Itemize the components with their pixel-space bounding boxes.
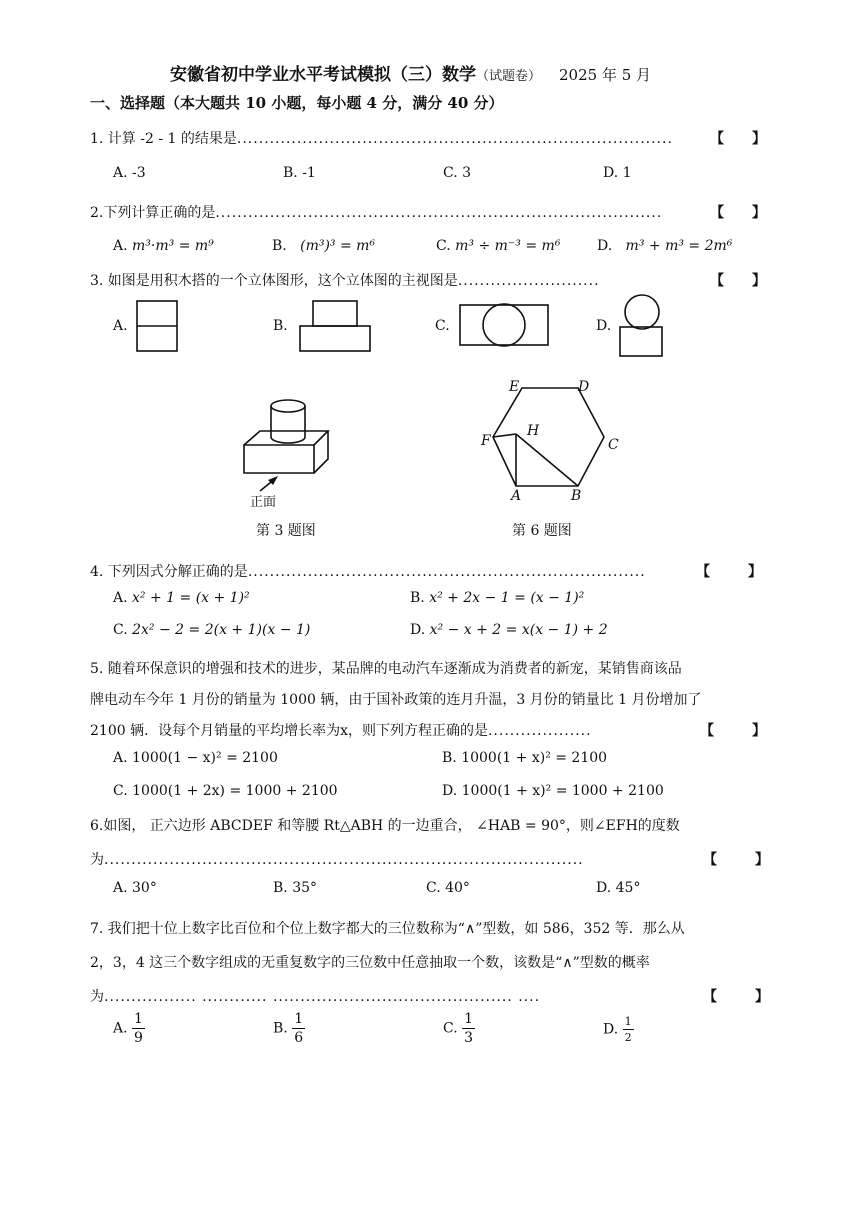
q5-line-3: 2100 辆．设每个月销量的平均增长率为x，则下列方程正确的是 (90, 723, 488, 739)
q7-c-den: 3 (464, 1030, 474, 1046)
q7-bracket-open: 【 (703, 989, 717, 1005)
q2-bracket-open: 【 (710, 205, 724, 221)
q7-d-fraction (623, 1016, 634, 1043)
q1-bracket-close: 】 (752, 131, 766, 147)
q7-b-den: 6 (294, 1030, 304, 1046)
q4-option-d[interactable] (410, 622, 608, 638)
q4-option-c[interactable] (113, 622, 310, 638)
q7-d-num: 1 (624, 1015, 632, 1028)
q6-option-d[interactable]: D. 45° (596, 880, 641, 896)
q5-bracket-close: 】 (752, 723, 766, 739)
q5-line-1: 5. 随着环保意识的增强和技术的进步，某品牌的电动汽车逐渐成为消费者的新宠，某销售商该品 (90, 661, 682, 677)
q4-bracket-close: 】 (748, 564, 762, 580)
q6-label-f: F (481, 433, 491, 449)
q7-line-1: 7. 我们把十位上数字比百位和个位上数字都大的三位数称为“∧”型数，如 586，352 等．那么从 (90, 921, 685, 937)
q7-d-den: 2 (624, 1031, 632, 1044)
q7-c-num: 1 (464, 1011, 474, 1027)
q3-front-label: 正面 (250, 495, 277, 510)
q2-option-c[interactable] (436, 238, 560, 254)
q5-c-letter: C. (113, 783, 128, 799)
q6-hexagon-figure (475, 372, 635, 507)
q3-options-figures (0, 290, 860, 370)
q4-c-expr: 2x² − 2 = 2(x + 1)(x − 1) (132, 622, 311, 638)
q7-c-fraction (462, 1012, 475, 1045)
section-heading: 一、选择题（本大题共 10 小题，每小题 4 分，满分 40 分） (90, 94, 504, 112)
q7-b-num: 1 (294, 1011, 304, 1027)
q4-dots: ......................................................................... (247, 564, 646, 580)
q3-dots: .......................... (457, 273, 600, 289)
q3-option-a[interactable]: A. (113, 318, 128, 334)
q5-bracket-open: 【 (700, 723, 714, 739)
q6-label-h: H (527, 423, 540, 439)
question-2 (90, 202, 662, 222)
question-4 (90, 561, 646, 581)
q2-a-expr: m³·m³ = m⁹ (132, 238, 214, 254)
q1-option-b[interactable]: B. -1 (283, 165, 316, 181)
q7-line-3: 为 (90, 989, 104, 1005)
q7-bracket-close: 】 (755, 989, 769, 1005)
q1-option-c[interactable]: C. 3 (443, 165, 472, 181)
q4-b-letter: B. (410, 590, 425, 606)
q3-figure-caption: 第 3 题图 (256, 523, 316, 539)
q6-figure-caption: 第 6 题图 (512, 523, 572, 539)
q7-a-fraction (132, 1012, 145, 1045)
q6-option-c[interactable]: C. 40° (426, 880, 470, 896)
q5-option-c[interactable] (113, 783, 338, 799)
q1-option-a[interactable]: A. -3 (113, 165, 146, 181)
q2-d-letter: D. (597, 238, 613, 254)
q7-a-letter: A. (113, 1020, 128, 1037)
q2-option-a[interactable] (113, 238, 214, 254)
q3-bracket-close: 】 (752, 273, 766, 289)
q6-bracket-open: 【 (703, 852, 717, 868)
q6-option-a[interactable]: A. 30° (113, 880, 157, 896)
question-5 (90, 720, 592, 740)
question-1 (90, 128, 673, 148)
q7-b-letter: B. (273, 1020, 288, 1037)
q3-c-figure (460, 305, 548, 345)
q3-d-figure (625, 295, 659, 329)
q2-a-letter: A. (113, 238, 128, 254)
q2-dots: .................................................................................. (215, 205, 663, 221)
q6-label-d: D (578, 379, 590, 395)
q2-d-expr: m³ + m³ = 2m⁶ (625, 238, 733, 254)
q4-d-expr: x² − x + 2 = x(x − 1) + 2 (429, 622, 608, 638)
q7-line-2: 2，3，4 这三个数字组成的无重复数字的三位数中任意抽取一个数，该数是“∧”型数的概率 (90, 955, 650, 971)
q5-option-d[interactable] (442, 783, 664, 799)
q7-a-num: 1 (134, 1011, 143, 1027)
q5-d-letter: D. (442, 783, 458, 799)
q7-a-den: 9 (134, 1030, 143, 1046)
q5-a-letter: A. (113, 750, 128, 766)
question-3 (90, 270, 600, 290)
q2-option-d[interactable] (597, 238, 732, 254)
q2-bracket-close: 】 (752, 205, 766, 221)
q5-option-a[interactable] (113, 750, 278, 766)
q4-stem: 4. 下列因式分解正确的是 (90, 564, 248, 580)
q7-option-d[interactable] (603, 1016, 634, 1043)
title-text: 安徽省初中学业水平考试模拟（三）数学 (170, 65, 476, 85)
q7-dots: ................. ............ ............................................ .... (104, 989, 541, 1005)
title-subtitle: （试题卷） (476, 69, 542, 84)
q4-a-letter: A. (113, 590, 128, 606)
q4-option-a[interactable] (113, 590, 250, 606)
q4-d-letter: D. (410, 622, 426, 638)
q6-bracket-close: 】 (755, 852, 769, 868)
q6-line-2: 为 (90, 852, 104, 868)
q6-label-e: E (509, 379, 520, 395)
q3-option-c[interactable]: C. (435, 318, 450, 334)
q1-stem: 1. 计算 -2 - 1 的结果是 (90, 131, 237, 147)
q7-option-b[interactable] (273, 1012, 305, 1045)
question-7 (90, 986, 540, 1006)
q3-solid-figure (230, 385, 350, 510)
page-title (170, 60, 651, 85)
q2-c-letter: C. (436, 238, 451, 254)
q5-option-b[interactable] (442, 750, 607, 766)
q5-b-letter: B. (442, 750, 457, 766)
q6-label-c: C (608, 437, 619, 453)
q5-line-2: 牌电动车今年 1 月份的销量为 1000 辆，由于国补政策的连月升温，3 月份的销量比 1 月份增加了 (90, 692, 702, 708)
q2-b-expr: (m³)³ = m⁶ (300, 238, 376, 254)
q6-option-b[interactable]: B. 35° (273, 880, 318, 896)
q2-stem: 2.下列计算正确的是 (90, 205, 216, 221)
title-date: 2025 年 5 月 (559, 66, 652, 84)
q3-option-b[interactable]: B. (273, 318, 288, 334)
question-6 (90, 849, 584, 869)
q6-label-a: A (511, 488, 522, 504)
q1-bracket-open: 【 (710, 131, 724, 147)
q7-option-a[interactable] (113, 1012, 145, 1045)
q6-label-b: B (571, 488, 582, 504)
q7-b-fraction (292, 1012, 305, 1045)
q3-bracket-open: 【 (710, 273, 724, 289)
q7-d-letter: D. (603, 1021, 619, 1038)
q4-c-letter: C. (113, 622, 128, 638)
q2-b-letter: B. (272, 238, 287, 254)
q6-dots: ........................................................................................ (104, 852, 584, 868)
q1-option-d[interactable]: D. 1 (603, 165, 632, 181)
q3-stem: 3. 如图是用积木搭的一个立体图形，这个立体图的主视图是 (90, 273, 458, 289)
q5-a-expr: 1000(1 − x)² = 2100 (132, 750, 278, 766)
q7-c-letter: C. (443, 1020, 458, 1037)
q5-c-expr: 1000(1 + 2x) = 1000 + 2100 (132, 783, 338, 799)
q5-dots: ................... (487, 723, 592, 739)
q2-option-b[interactable] (272, 238, 375, 254)
q6-line-1: 6.如图， 正六边形 ABCDEF 和等腰 Rt△ABH 的一边重合， ∠HAB = 90°，则∠EFH的度数 (90, 818, 680, 834)
q4-b-expr: x² + 2x − 1 = (x − 1)² (429, 590, 585, 606)
q4-a-expr: x² + 1 = (x + 1)² (132, 590, 250, 606)
q7-option-c[interactable] (443, 1012, 475, 1045)
q5-b-expr: 1000(1 + x)² = 2100 (461, 750, 608, 766)
q3-b-figure (300, 326, 370, 351)
q3-option-d[interactable]: D. (596, 318, 612, 334)
q4-option-b[interactable] (410, 590, 584, 606)
q2-c-expr: m³ ÷ m⁻³ = m⁶ (455, 238, 561, 254)
q1-dots: ................................................................................ (236, 131, 673, 147)
q5-d-expr: 1000(1 + x)² = 1000 + 2100 (461, 783, 664, 799)
q4-bracket-open: 【 (696, 564, 710, 580)
